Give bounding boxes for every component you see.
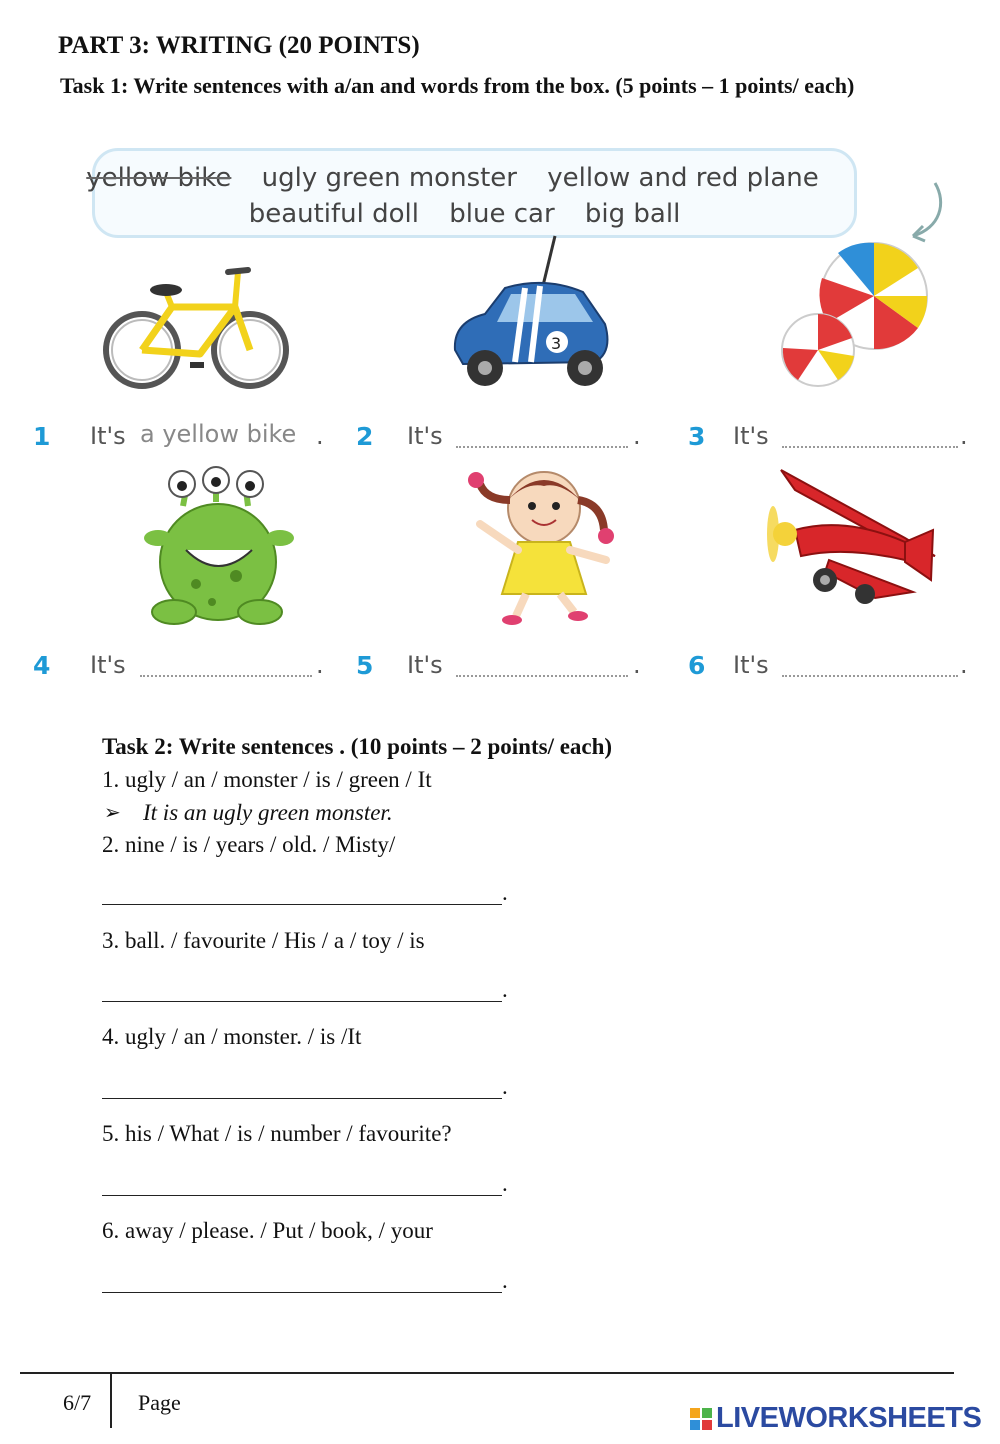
- answer-blank-4[interactable]: [140, 675, 312, 677]
- word-big-ball: big ball: [584, 199, 681, 229]
- item-number: 1: [33, 422, 51, 451]
- page-label: Page: [138, 1390, 181, 1415]
- item-end: .: [960, 651, 968, 679]
- plane-picture: [755, 460, 943, 606]
- answer-blank-6[interactable]: [782, 675, 958, 677]
- item-number: 6: [688, 651, 706, 680]
- answer-blank-5[interactable]: [456, 675, 628, 677]
- word-yellow-bike: yellow bike: [86, 163, 232, 193]
- answer-blank-3[interactable]: [782, 446, 958, 448]
- item-prefix: It's: [407, 651, 443, 679]
- line-end: .: [502, 1171, 508, 1196]
- task2-answer-line-5[interactable]: [102, 1173, 502, 1196]
- word-beautiful-doll: beautiful doll: [248, 199, 419, 229]
- item-prefix: It's: [733, 651, 769, 679]
- monster-picture: [138, 466, 296, 626]
- item-end: .: [316, 422, 324, 450]
- footer-rule: [20, 1372, 954, 1374]
- task2-answer-line-3[interactable]: [102, 979, 502, 1002]
- part-title: PART 3: WRITING (20 POINTS): [58, 32, 420, 59]
- word-box: [86, 148, 857, 238]
- item-end: .: [633, 422, 641, 450]
- doll-picture: [456, 460, 628, 626]
- example-answer: a yellow bike: [140, 420, 297, 448]
- item-prefix: It's: [90, 651, 126, 679]
- bike-picture: [100, 262, 290, 394]
- liveworksheets-brand[interactable]: LIVEWORKSHEETS: [716, 1402, 982, 1434]
- line-end: .: [502, 1268, 508, 1293]
- arrow-bullet-icon: ➢: [104, 802, 121, 824]
- task2-question-3: 3. ball. / favourite / His / a / toy / is: [102, 928, 425, 953]
- item-end: .: [960, 422, 968, 450]
- liveworksheets-logo-icon: [690, 1408, 712, 1432]
- item-end: .: [316, 651, 324, 679]
- balls-picture: [778, 238, 928, 390]
- task2-answer-line-6[interactable]: [102, 1270, 502, 1293]
- item-prefix: It's: [407, 422, 443, 450]
- car-picture: [445, 232, 615, 398]
- task2-example-answer: It is an ugly green monster.: [143, 800, 393, 825]
- item-number: 3: [688, 422, 706, 451]
- svg-text:3: 3: [551, 334, 562, 353]
- word-ugly-green-monster: ugly green monster: [261, 163, 517, 193]
- line-end: .: [502, 880, 508, 905]
- item-number: 5: [356, 651, 374, 680]
- word-blue-car: blue car: [449, 199, 555, 229]
- task2-answer-line-2[interactable]: [102, 882, 502, 905]
- word-box-line-2: [85, 199, 844, 229]
- word-yellow-red-plane: yellow and red plane: [547, 163, 819, 193]
- task1-row-1: [0, 420, 1000, 454]
- task2-question-5: 5. his / What / is / number / favourite?: [102, 1121, 452, 1146]
- answer-blank-2[interactable]: [456, 446, 628, 448]
- page-number: 6/7: [63, 1390, 92, 1415]
- task1-title: Task 1: Write sentences with a/an and words from the box. (5 points – 1 points/ each): [60, 73, 855, 98]
- footer-divider: [110, 1374, 112, 1428]
- task2-question-4: 4. ugly / an / monster. / is /It: [102, 1024, 362, 1049]
- task2-question-1: 1. ugly / an / monster / is / green / It: [102, 767, 432, 792]
- task2-question-6: 6. away / please. / Put / book, / your: [102, 1218, 433, 1243]
- task2-answer-line-4[interactable]: [102, 1076, 502, 1099]
- item-prefix: It's: [733, 422, 769, 450]
- item-end: .: [633, 651, 641, 679]
- task1-row-2: [0, 649, 1000, 683]
- task2-title: Task 2: Write sentences . (10 points – 2 points/ each): [102, 734, 613, 759]
- line-end: .: [502, 1074, 508, 1099]
- line-end: .: [502, 977, 508, 1002]
- item-prefix: It's: [90, 422, 126, 450]
- item-number: 2: [356, 422, 374, 451]
- word-box-line-1: [73, 163, 832, 193]
- item-number: 4: [33, 651, 51, 680]
- task2-question-2: 2. nine / is / years / old. / Misty/: [102, 832, 396, 857]
